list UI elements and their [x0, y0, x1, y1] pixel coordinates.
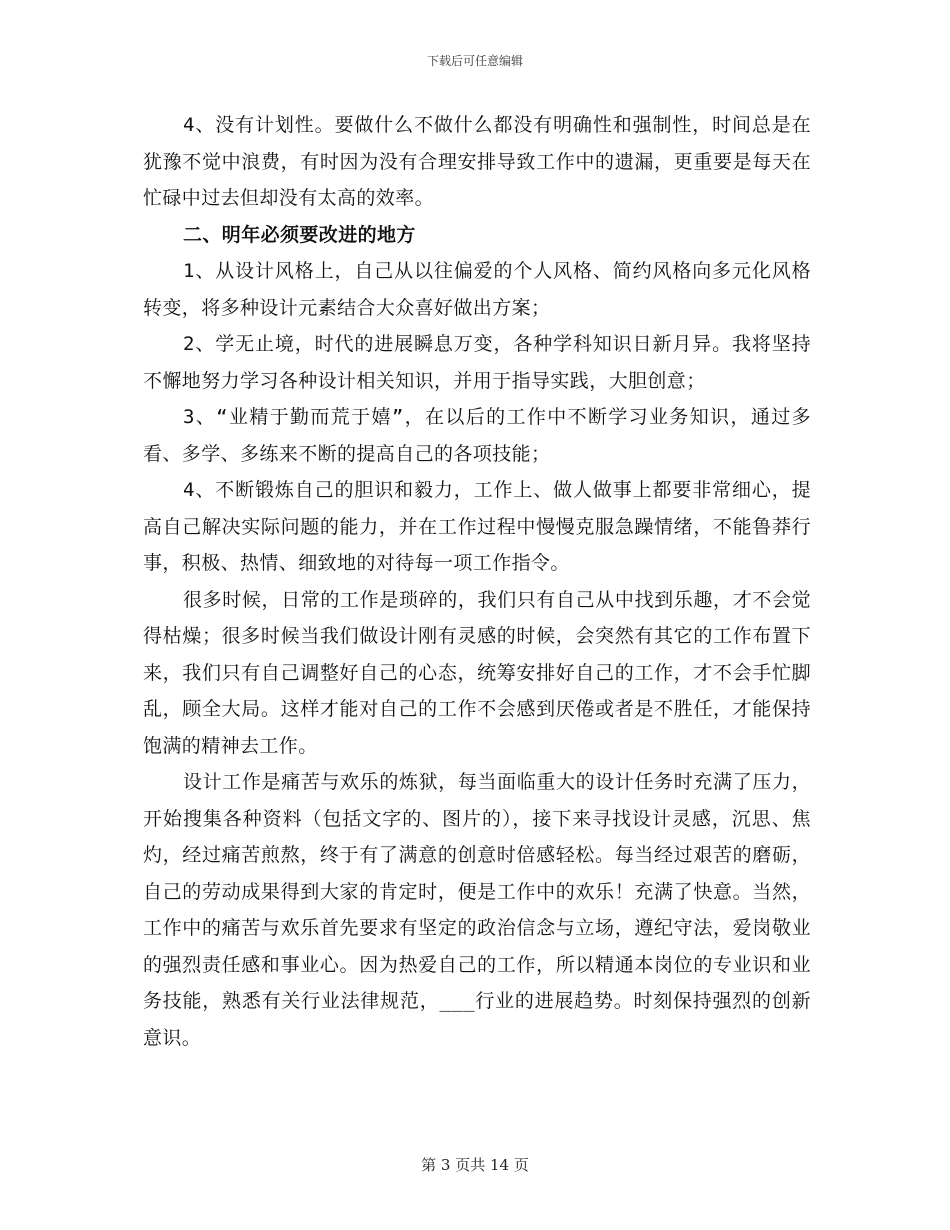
- document-body: [143, 107, 811, 1056]
- page-header: 下载后可任意编辑: [426, 54, 523, 68]
- page-number: 第 3 页共 14 页: [421, 1156, 529, 1174]
- paragraph-design-work: 设计工作是痛苦与欢乐的炼狱，每当面临重大的设计任务时充满了压力，开始搜集各种资料（包括文字的、图片的），接下来寻找设计灵感，沉思、焦灼，经过痛苦煎熬，终于有了满意的创意时倍感轻松。每当经过艰苦的磨砺，自己的劳动成果得到大家的肯定时，便是工作中的欢乐！充满了快意。当然，工作中的痛苦与欢乐首先要求有坚定的政治信念与立场，遵纪守法，爱岗敬业的强烈责任感和事业心。因为热爱自己的工作，所以精通本岗位的专业识和业务技能，熟悉有关行业法律规范，___行业的进展趋势。时刻保持强烈的创新意识。: [143, 771, 811, 1049]
- paragraph-daily-work: 很多时候，日常的工作是琐碎的，我们只有自己从中找到乐趣，才不会觉得枯燥；很多时候当我们做设计刚有灵感的时候，会突然有其它的工作布置下来，我们只有自己调整好自己的心态，统筹安排好自己的工作，才不会手忙脚乱，顾全大局。这样才能对自己的工作不会感到厌倦或者是不胜任，才能保持饱满的精神去工作。: [143, 588, 811, 757]
- list-item-design-style: 1、从设计风格上，自己从以往偏爱的个人风格、简约风格向多元化风格转变，将多种设计元素结合大众喜好做出方案；: [143, 260, 811, 319]
- section-heading-improvements: 二、明年必须要改进的地方: [183, 223, 416, 246]
- list-item-continuous-learning: 2、学无止境，时代的进展瞬息万变，各种学科知识日新月异。我将坚持不懈地努力学习各种设计相关知识，并用于指导实践，大胆创意；: [143, 333, 811, 392]
- list-item-diligence: 3、“业精于勤而荒于嬉”，在以后的工作中不断学习业务知识，通过多看、多学、多练来不断的提高自己的各项技能；: [143, 406, 811, 465]
- paragraph-no-planning: 4、没有计划性。要做什么不做什么都没有明确性和强制性，时间总是在犹豫不觉中浪费，有时因为没有合理安排导致工作中的遗漏，更重要是每天在忙碌中过去但却没有太高的效率。: [143, 114, 811, 209]
- list-item-courage-and-care: 4、不断锻炼自己的胆识和毅力，工作上、做人做事上都要非常细心，提高自己解决实际问题的能力，并在工作过程中慢慢克服急躁情绪，不能鲁莽行事，积极、热情、细致地的对待每一项工作指令。: [143, 479, 811, 574]
